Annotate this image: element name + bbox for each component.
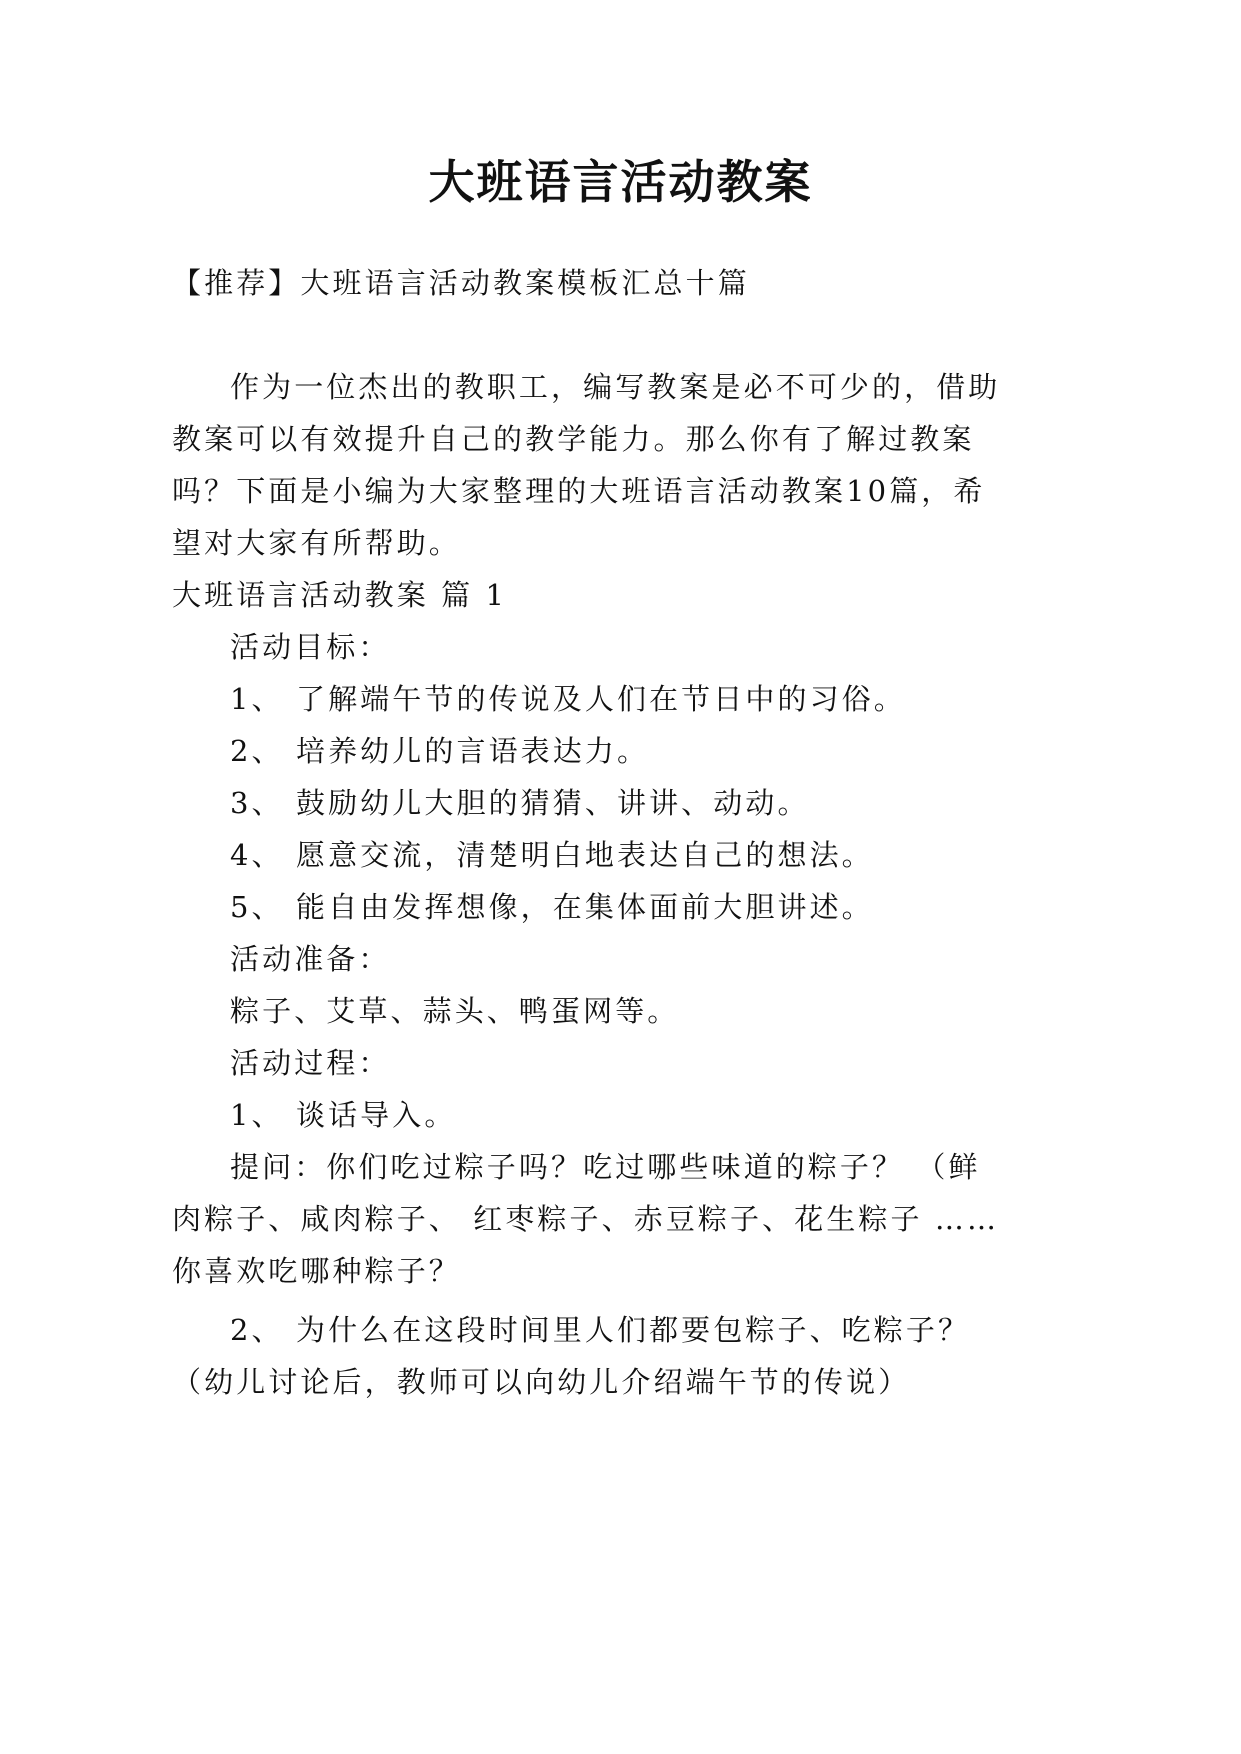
intro-line: 教案可以有效提升自己的教学能力。那么你有了解过教案 bbox=[172, 422, 975, 456]
goals-label: 活动目标： bbox=[230, 630, 391, 664]
goal-item: 4、 愿意交流，清楚明白地表达自己的想法。 bbox=[230, 838, 874, 872]
intro-line: 作为一位杰出的教职工，编写教案是必不可少的，借助 bbox=[230, 370, 1001, 404]
process-label: 活动过程： bbox=[230, 1046, 391, 1080]
question-line: 提问：你们吃过粽子吗？吃过哪些味道的粽子？ （鲜 bbox=[230, 1150, 981, 1184]
intro-line: 望对大家有所帮助。 bbox=[172, 526, 461, 560]
question-line: 你喜欢吃哪种粽子？ bbox=[172, 1254, 461, 1288]
step-item: 1、 谈话导入。 bbox=[230, 1098, 457, 1132]
goal-item: 1、 了解端午节的传说及人们在节日中的习俗。 bbox=[230, 682, 906, 716]
goal-item: 5、 能自由发挥想像，在集体面前大胆讲述。 bbox=[230, 890, 874, 924]
section-heading: 大班语言活动教案 篇 1 bbox=[172, 578, 508, 612]
goal-item: 2、 培养幼儿的言语表达力。 bbox=[230, 734, 650, 768]
question-line: 肉粽子、咸肉粽子、 红枣粽子、赤豆粽子、花生粽子 …… bbox=[172, 1202, 1000, 1236]
prep-label: 活动准备： bbox=[230, 942, 391, 976]
step-item: 2、 为什么在这段时间里人们都要包粽子、吃粽子？ bbox=[230, 1313, 971, 1347]
goal-item: 3、 鼓励幼儿大胆的猜猜、讲讲、动动。 bbox=[230, 786, 810, 820]
page-title: 大班语言活动教案 bbox=[428, 155, 813, 209]
subtitle: 【推荐】大班语言活动教案模板汇总十篇 bbox=[172, 266, 750, 300]
prep-text: 粽子、艾草、蒜头、鸭蛋网等。 bbox=[230, 994, 680, 1028]
intro-line: 吗？下面是小编为大家整理的大班语言活动教案10篇，希 bbox=[172, 474, 986, 508]
step-note: （幼儿讨论后，教师可以向幼儿介绍端午节的传说） bbox=[172, 1365, 911, 1399]
